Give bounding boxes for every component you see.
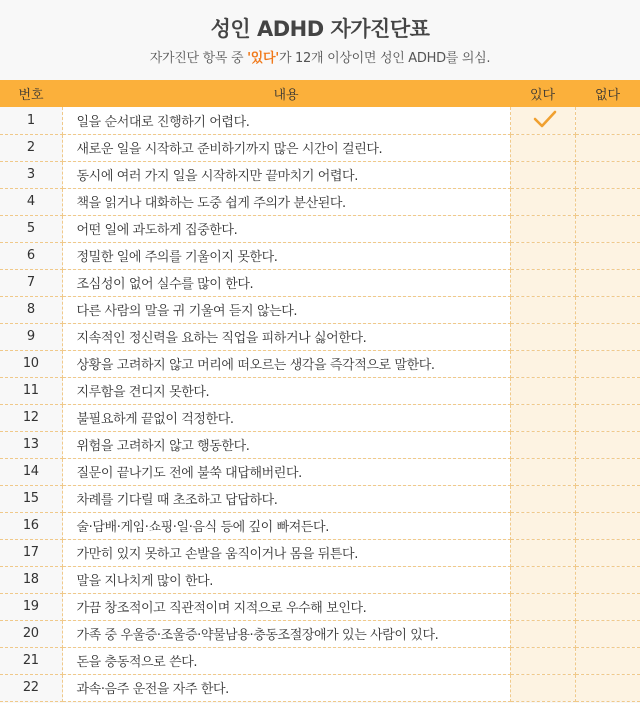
yes-cell[interactable] bbox=[510, 107, 575, 134]
row-number: 6 bbox=[0, 242, 62, 269]
page-title: 성인 ADHD 자가진단표 bbox=[210, 17, 430, 41]
table-row bbox=[0, 269, 640, 296]
row-number: 16 bbox=[0, 512, 62, 539]
table-row bbox=[0, 377, 640, 404]
table-row bbox=[0, 161, 640, 188]
table-row bbox=[0, 674, 640, 701]
column-header-num: 번호 bbox=[0, 80, 62, 107]
row-content: 가만히 있지 못하고 손발을 움직이거나 몸을 뒤튼다. bbox=[62, 539, 510, 566]
table-header-row bbox=[0, 80, 640, 107]
no-cell[interactable] bbox=[575, 620, 640, 647]
table-row bbox=[0, 566, 640, 593]
no-cell[interactable] bbox=[575, 431, 640, 458]
row-number: 13 bbox=[0, 431, 62, 458]
row-number: 2 bbox=[0, 134, 62, 161]
table-row bbox=[0, 350, 640, 377]
table-row bbox=[0, 188, 640, 215]
row-content: 가끔 창조적이고 직관적이며 지적으로 우수해 보인다. bbox=[62, 593, 510, 620]
yes-cell[interactable] bbox=[510, 350, 575, 377]
page-subtitle bbox=[0, 50, 640, 68]
yes-cell[interactable] bbox=[510, 458, 575, 485]
page-header bbox=[0, 0, 640, 80]
yes-cell[interactable] bbox=[510, 404, 575, 431]
table-row bbox=[0, 431, 640, 458]
row-content: 가족 중 우울증·조울증·약물남용·충동조절장애가 있는 사람이 있다. bbox=[62, 620, 510, 647]
yes-cell[interactable] bbox=[510, 566, 575, 593]
row-number: 1 bbox=[0, 107, 62, 134]
no-cell[interactable] bbox=[575, 566, 640, 593]
table-row bbox=[0, 593, 640, 620]
table-row bbox=[0, 242, 640, 269]
table-row bbox=[0, 647, 640, 674]
row-content: 과속·음주 운전을 자주 한다. bbox=[62, 674, 510, 701]
row-number: 9 bbox=[0, 323, 62, 350]
no-cell[interactable] bbox=[575, 512, 640, 539]
row-number: 12 bbox=[0, 404, 62, 431]
row-content: 다른 사람의 말을 귀 기울여 듣지 않는다. bbox=[62, 296, 510, 323]
checklist-table bbox=[0, 80, 640, 702]
row-number: 8 bbox=[0, 296, 62, 323]
table-row bbox=[0, 539, 640, 566]
table-row bbox=[0, 215, 640, 242]
no-cell[interactable] bbox=[575, 323, 640, 350]
row-number: 5 bbox=[0, 215, 62, 242]
row-number: 14 bbox=[0, 458, 62, 485]
no-cell[interactable] bbox=[575, 458, 640, 485]
row-content: 말을 지나치게 많이 한다. bbox=[62, 566, 510, 593]
row-content: 불필요하게 끝없이 걱정한다. bbox=[62, 404, 510, 431]
yes-cell[interactable] bbox=[510, 431, 575, 458]
no-cell[interactable] bbox=[575, 485, 640, 512]
yes-cell[interactable] bbox=[510, 323, 575, 350]
yes-cell[interactable] bbox=[510, 134, 575, 161]
row-content: 돈을 충동적으로 쓴다. bbox=[62, 647, 510, 674]
row-number: 19 bbox=[0, 593, 62, 620]
yes-cell[interactable] bbox=[510, 674, 575, 701]
no-cell[interactable] bbox=[575, 647, 640, 674]
row-number: 7 bbox=[0, 269, 62, 296]
subtitle-text-after: 가 12개 이상이면 성인 ADHD를 의심. bbox=[278, 51, 491, 66]
yes-cell[interactable] bbox=[510, 161, 575, 188]
no-cell[interactable] bbox=[575, 377, 640, 404]
table-row bbox=[0, 296, 640, 323]
column-header-no: 없다 bbox=[575, 80, 640, 107]
table-row bbox=[0, 404, 640, 431]
column-header-yes: 있다 bbox=[510, 80, 575, 107]
no-cell[interactable] bbox=[575, 674, 640, 701]
row-content: 지속적인 정신력을 요하는 직업을 피하거나 싫어한다. bbox=[62, 323, 510, 350]
table-row bbox=[0, 485, 640, 512]
no-cell[interactable] bbox=[575, 188, 640, 215]
row-content: 일을 순서대로 진행하기 어렵다. bbox=[62, 107, 510, 134]
yes-cell[interactable] bbox=[510, 593, 575, 620]
table-row bbox=[0, 323, 640, 350]
row-number: 11 bbox=[0, 377, 62, 404]
yes-cell[interactable] bbox=[510, 215, 575, 242]
no-cell[interactable] bbox=[575, 242, 640, 269]
row-number: 3 bbox=[0, 161, 62, 188]
yes-cell[interactable] bbox=[510, 485, 575, 512]
yes-cell[interactable] bbox=[510, 512, 575, 539]
yes-cell[interactable] bbox=[510, 620, 575, 647]
row-number: 15 bbox=[0, 485, 62, 512]
row-content: 위험을 고려하지 않고 행동한다. bbox=[62, 431, 510, 458]
row-content: 어떤 일에 과도하게 집중한다. bbox=[62, 215, 510, 242]
yes-cell[interactable] bbox=[510, 242, 575, 269]
row-content: 정밀한 일에 주의를 기울이지 못한다. bbox=[62, 242, 510, 269]
table-row bbox=[0, 512, 640, 539]
table-row bbox=[0, 620, 640, 647]
subtitle-highlight: '있다' bbox=[247, 51, 279, 66]
row-content: 술·담배·게임·쇼핑·일·음식 등에 깊이 빠져든다. bbox=[62, 512, 510, 539]
row-number: 22 bbox=[0, 674, 62, 701]
table-row bbox=[0, 458, 640, 485]
row-number: 21 bbox=[0, 647, 62, 674]
yes-cell[interactable] bbox=[510, 377, 575, 404]
column-header-content: 내용 bbox=[62, 80, 510, 107]
row-number: 17 bbox=[0, 539, 62, 566]
row-content: 지루함을 견디지 못한다. bbox=[62, 377, 510, 404]
table-row bbox=[0, 107, 640, 134]
no-cell[interactable] bbox=[575, 107, 640, 134]
row-number: 20 bbox=[0, 620, 62, 647]
no-cell[interactable] bbox=[575, 269, 640, 296]
no-cell[interactable] bbox=[575, 593, 640, 620]
no-cell[interactable] bbox=[575, 350, 640, 377]
row-number: 10 bbox=[0, 350, 62, 377]
row-number: 4 bbox=[0, 188, 62, 215]
row-content: 조심성이 없어 실수를 많이 한다. bbox=[62, 269, 510, 296]
yes-cell[interactable] bbox=[510, 647, 575, 674]
yes-cell[interactable] bbox=[510, 188, 575, 215]
checkmark-icon bbox=[533, 110, 553, 130]
row-content: 새로운 일을 시작하고 준비하기까지 많은 시간이 걸린다. bbox=[62, 134, 510, 161]
row-content: 차례를 기다릴 때 초조하고 답답하다. bbox=[62, 485, 510, 512]
row-content: 책을 읽거나 대화하는 도중 쉽게 주의가 분산된다. bbox=[62, 188, 510, 215]
no-cell[interactable] bbox=[575, 215, 640, 242]
no-cell[interactable] bbox=[575, 404, 640, 431]
row-content: 동시에 여러 가지 일을 시작하지만 끝마치기 어렵다. bbox=[62, 161, 510, 188]
row-number: 18 bbox=[0, 566, 62, 593]
no-cell[interactable] bbox=[575, 539, 640, 566]
no-cell[interactable] bbox=[575, 296, 640, 323]
yes-cell[interactable] bbox=[510, 269, 575, 296]
yes-cell[interactable] bbox=[510, 296, 575, 323]
row-content: 질문이 끝나기도 전에 불쑥 대답해버린다. bbox=[62, 458, 510, 485]
yes-cell[interactable] bbox=[510, 539, 575, 566]
subtitle-text-before: 자가진단 항목 중 bbox=[149, 51, 248, 66]
table-row bbox=[0, 134, 640, 161]
no-cell[interactable] bbox=[575, 134, 640, 161]
row-content: 상황을 고려하지 않고 머리에 떠오르는 생각을 즉각적으로 말한다. bbox=[62, 350, 510, 377]
no-cell[interactable] bbox=[575, 161, 640, 188]
